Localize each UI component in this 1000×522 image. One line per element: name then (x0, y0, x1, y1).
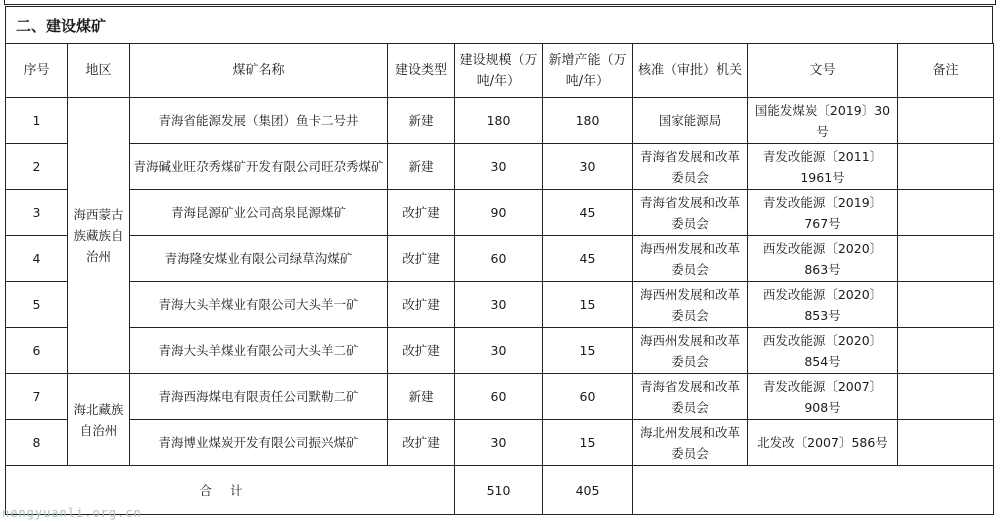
cell-authority: 青海省发展和改革委员会 (633, 374, 748, 420)
table-row (6, 190, 994, 236)
table-row (6, 144, 994, 190)
cell-scale: 30 (455, 282, 543, 328)
coal-mine-table (5, 43, 994, 515)
cell-doc: 国能发煤炭〔2019〕30号 (748, 98, 898, 144)
cell-seq: 5 (6, 282, 68, 328)
cell-type: 新建 (388, 374, 455, 420)
cell-authority: 青海省发展和改革委员会 (633, 144, 748, 190)
cell-doc: 青发改能源〔2019〕767号 (748, 190, 898, 236)
total-label: 合计 (6, 466, 455, 515)
cell-capacity: 30 (543, 144, 633, 190)
cell-type: 改扩建 (388, 328, 455, 374)
cell-doc: 西发改能源〔2020〕853号 (748, 282, 898, 328)
total-scale: 510 (455, 466, 543, 515)
cell-remark (898, 98, 994, 144)
cell-scale: 60 (455, 374, 543, 420)
header-authority: 核准（审批）机关 (633, 44, 748, 98)
cell-seq: 4 (6, 236, 68, 282)
cell-scale: 90 (455, 190, 543, 236)
header-capacity: 新增产能（万吨/年） (543, 44, 633, 98)
cell-remark (898, 144, 994, 190)
cell-region-haixi: 海西蒙古族藏族自治州 (68, 98, 130, 374)
cell-remark (898, 374, 994, 420)
cell-seq: 1 (6, 98, 68, 144)
cell-type: 改扩建 (388, 282, 455, 328)
cell-authority: 海西州发展和改革委员会 (633, 328, 748, 374)
cell-seq: 2 (6, 144, 68, 190)
header-remark: 备注 (898, 44, 994, 98)
cell-name: 青海省能源发展（集团）鱼卡二号井 (130, 98, 388, 144)
cell-capacity: 15 (543, 328, 633, 374)
cell-capacity: 60 (543, 374, 633, 420)
cell-capacity: 15 (543, 420, 633, 466)
cell-capacity: 45 (543, 236, 633, 282)
total-row (6, 466, 994, 515)
cell-seq: 8 (6, 420, 68, 466)
table-row (6, 98, 994, 144)
cell-authority: 海西州发展和改革委员会 (633, 282, 748, 328)
cell-name: 青海昆源矿业公司高泉昆源煤矿 (130, 190, 388, 236)
header-region: 地区 (68, 44, 130, 98)
cell-seq: 6 (6, 328, 68, 374)
cell-name: 青海博业煤炭开发有限公司振兴煤矿 (130, 420, 388, 466)
cell-seq: 7 (6, 374, 68, 420)
cell-capacity: 180 (543, 98, 633, 144)
cell-authority: 海北州发展和改革委员会 (633, 420, 748, 466)
total-capacity: 405 (543, 466, 633, 515)
table-row (6, 420, 994, 466)
cell-type: 改扩建 (388, 420, 455, 466)
table-row (6, 328, 994, 374)
header-name: 煤矿名称 (130, 44, 388, 98)
cell-doc: 西发改能源〔2020〕863号 (748, 236, 898, 282)
cell-name: 青海西海煤电有限责任公司默勒二矿 (130, 374, 388, 420)
table-row (6, 374, 994, 420)
cell-remark (898, 282, 994, 328)
section-title: 二、建设煤矿 (5, 6, 993, 44)
header-scale: 建设规模（万吨/年） (455, 44, 543, 98)
table-row (6, 236, 994, 282)
cell-doc: 青发改能源〔2007〕908号 (748, 374, 898, 420)
cell-scale: 30 (455, 144, 543, 190)
cell-name: 青海碱业旺尕秀煤矿开发有限公司旺尕秀煤矿 (130, 144, 388, 190)
cell-name: 青海大头羊煤业有限公司大头羊二矿 (130, 328, 388, 374)
cell-type: 改扩建 (388, 190, 455, 236)
cell-doc: 青发改能源〔2011〕1961号 (748, 144, 898, 190)
cell-authority: 国家能源局 (633, 98, 748, 144)
table-row (6, 282, 994, 328)
cell-region-haibei: 海北藏族自治州 (68, 374, 130, 466)
cell-remark (898, 190, 994, 236)
cell-remark (898, 328, 994, 374)
header-row (6, 44, 994, 98)
header-seq: 序号 (6, 44, 68, 98)
total-blank (633, 466, 994, 515)
cell-scale: 180 (455, 98, 543, 144)
cell-name: 青海大头羊煤业有限公司大头羊一矿 (130, 282, 388, 328)
cell-type: 新建 (388, 144, 455, 190)
cell-capacity: 45 (543, 190, 633, 236)
cell-scale: 60 (455, 236, 543, 282)
watermark: nengyuanli.org.cn (2, 506, 142, 520)
cell-authority: 海西州发展和改革委员会 (633, 236, 748, 282)
cell-remark (898, 420, 994, 466)
header-doc: 文号 (748, 44, 898, 98)
cell-scale: 30 (455, 420, 543, 466)
cell-scale: 30 (455, 328, 543, 374)
cell-type: 新建 (388, 98, 455, 144)
header-type: 建设类型 (388, 44, 455, 98)
cell-authority: 青海省发展和改革委员会 (633, 190, 748, 236)
top-border (4, 0, 996, 5)
cell-capacity: 15 (543, 282, 633, 328)
cell-doc: 北发改〔2007〕586号 (748, 420, 898, 466)
cell-seq: 3 (6, 190, 68, 236)
cell-type: 改扩建 (388, 236, 455, 282)
cell-remark (898, 236, 994, 282)
cell-name: 青海隆安煤业有限公司绿草沟煤矿 (130, 236, 388, 282)
cell-doc: 西发改能源〔2020〕854号 (748, 328, 898, 374)
